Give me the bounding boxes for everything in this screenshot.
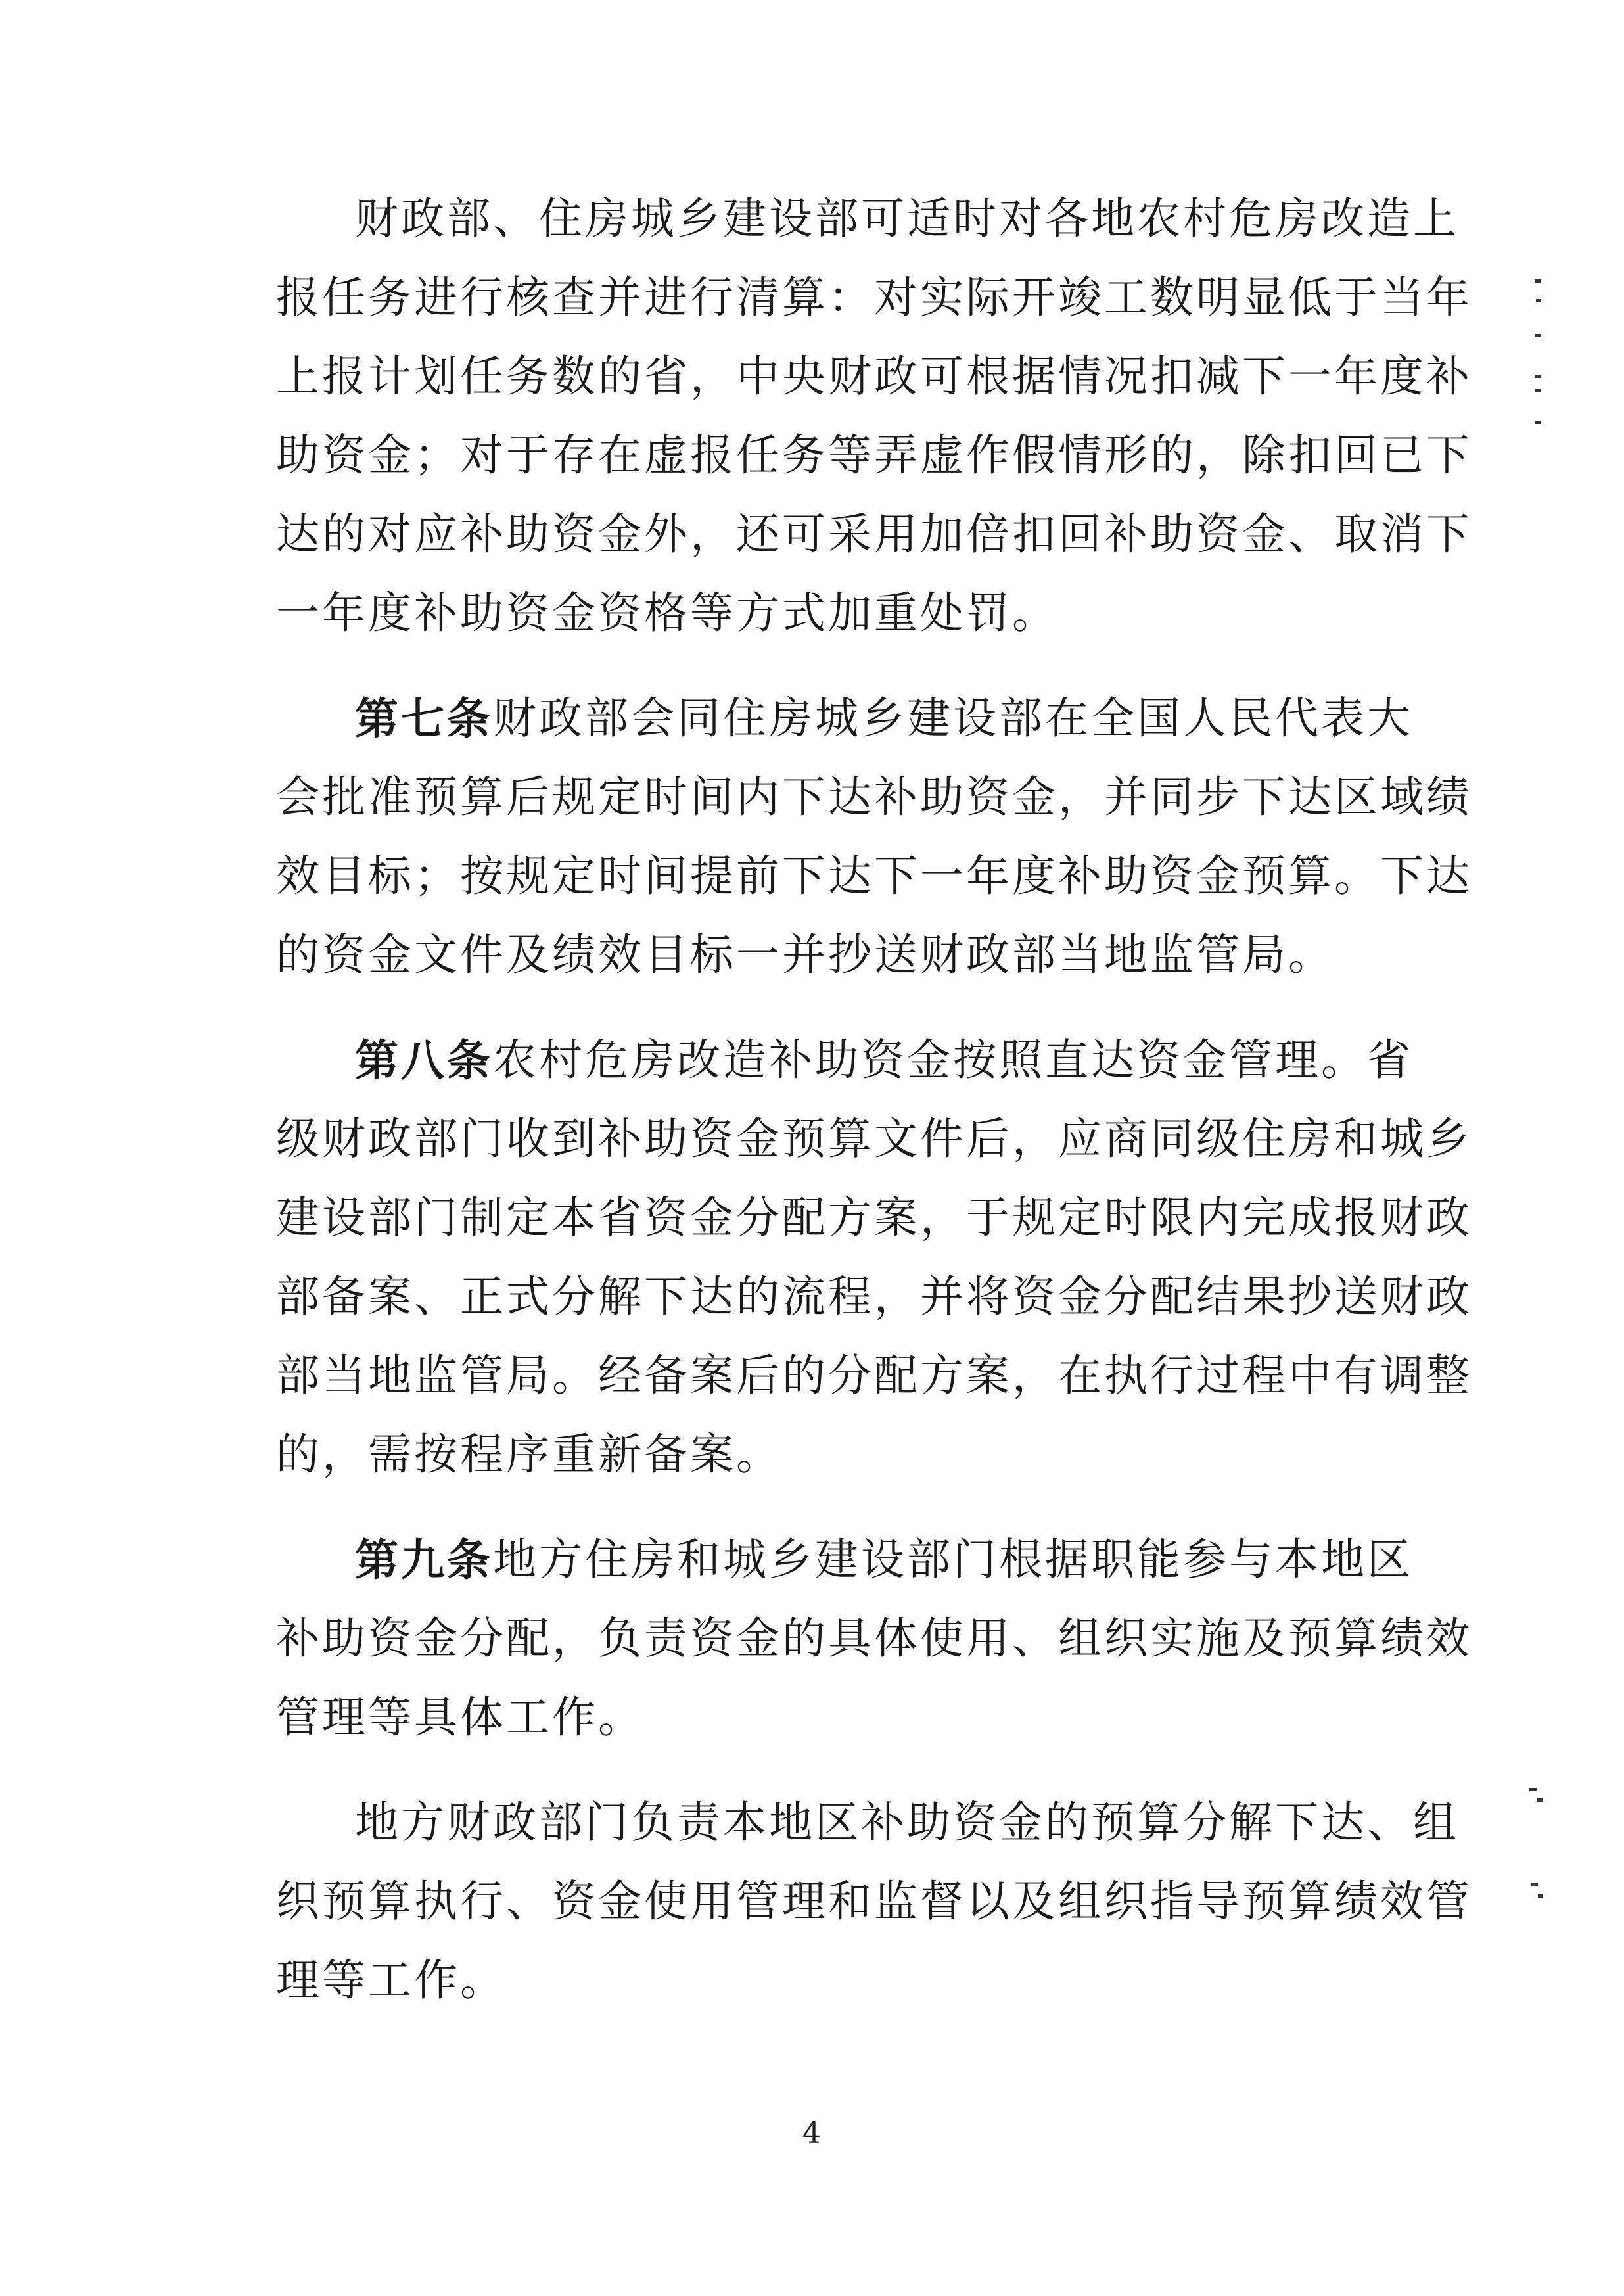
article-9-first-line — [355, 1534, 1413, 1591]
text-line: 部当地监管局。经备案后的分配方案，在执行过程中有调整 — [276, 1350, 1472, 1401]
page-number: 4 — [802, 2117, 821, 2150]
article-9-label: 第九条 — [355, 1534, 493, 1585]
text-line: 部备案、正式分解下达的流程，并将资金分配结果抄送财政 — [276, 1271, 1472, 1322]
text-line: 会批准预算后规定时间内下达补助资金，并同步下达区域绩 — [276, 772, 1472, 822]
text-line: 上报计划任务数的省，中央财政可根据情况扣减下一年度补 — [276, 351, 1472, 402]
article-8-text: 农村危房改造补助资金按照直达资金管理。省 — [493, 1035, 1413, 1085]
article-7-first-line — [355, 693, 1413, 749]
text-line: 助资金；对于存在虚报任务等弄虚作假情形的，除扣回已下 — [276, 430, 1472, 480]
article-7-label: 第七条 — [355, 693, 493, 744]
text-line: 管理等具体工作。 — [276, 1692, 644, 1743]
article-8-label: 第八条 — [355, 1035, 493, 1086]
scan-mark — [1538, 1894, 1543, 1898]
text-line: 织预算执行、资金使用管理和监督以及组织指导预算绩效管 — [276, 1876, 1472, 1927]
text-line: 报任务进行核查并进行清算：对实际开竣工数明显低于当年 — [276, 272, 1472, 323]
scan-mark — [1535, 421, 1541, 424]
scan-mark — [1535, 389, 1541, 392]
article-8-first-line — [355, 1035, 1413, 1091]
scan-mark — [1536, 299, 1541, 302]
scan-mark — [1531, 1883, 1538, 1886]
text-line: 理等工作。 — [276, 1955, 506, 2005]
text-line: 一年度补助资金资格等方式加重处罚。 — [276, 588, 1058, 638]
scan-mark — [1529, 1788, 1537, 1791]
text-line: 达的对应补助资金外，还可采用加倍扣回补助资金、取消下 — [276, 509, 1472, 559]
text-line: 补助资金分配，负责资金的具体使用、组织实施及预算绩效 — [276, 1613, 1472, 1664]
text-line: 地方财政部门负责本地区补助资金的预算分解下达、组 — [355, 1797, 1459, 1848]
text-line: 建设部门制定本省资金分配方案，于规定时限内完成报财政 — [276, 1192, 1472, 1243]
scan-mark — [1535, 375, 1541, 378]
text-line: 的资金文件及绩效目标一并抄送财政部当地监管局。 — [276, 929, 1334, 980]
text-line: 级财政部门收到补助资金预算文件后，应商同级住房和城乡 — [276, 1113, 1472, 1164]
article-9-text: 地方住房和城乡建设部门根据职能参与本地区 — [493, 1534, 1413, 1585]
scan-mark — [1535, 334, 1541, 337]
text-line: 财政部、住房城乡建设部可适时对各地农村危房改造上 — [355, 193, 1459, 244]
text-line: 的，需按程序重新备案。 — [276, 1429, 782, 1480]
article-7-text: 财政部会同住房城乡建设部在全国人民代表大 — [493, 693, 1413, 743]
scan-mark — [1537, 1798, 1543, 1802]
text-line: 效目标；按规定时间提前下达下一年度补助资金预算。下达 — [276, 851, 1472, 901]
scan-mark — [1535, 279, 1541, 283]
